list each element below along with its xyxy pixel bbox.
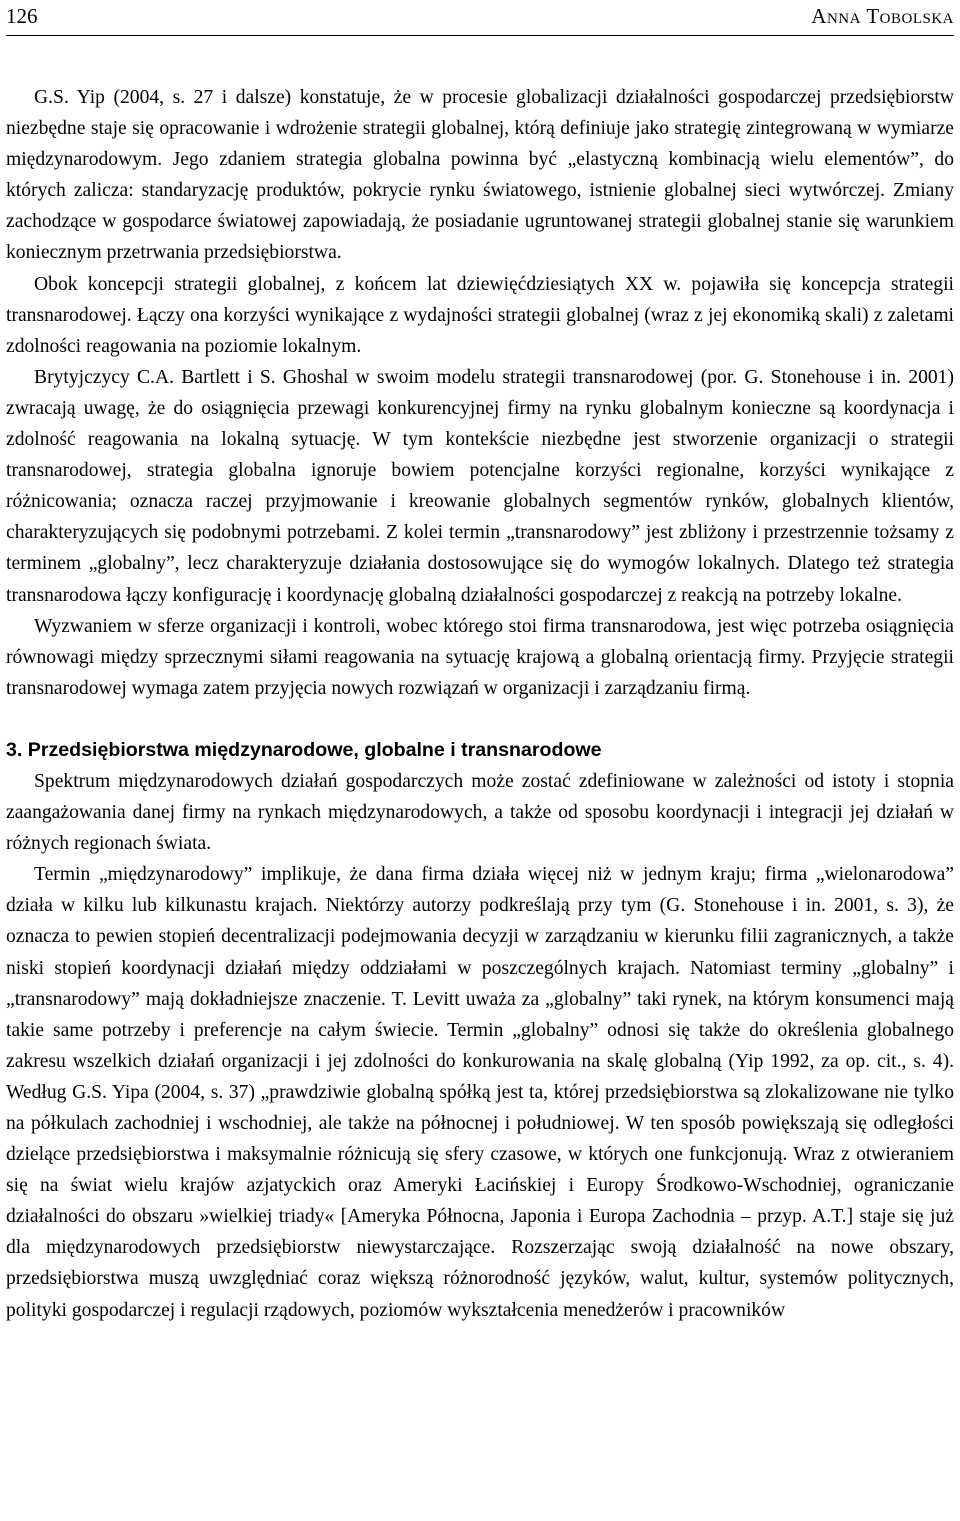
paragraph: Wyzwaniem w sferze organizacji i kontroli, wobec którego stoi firma transnarodowa, jest więc potrzeba osiągnięcia równowagi między sprzecznymi siłami reagowania na sytuację krajową a globalną orientacją firmy. Przyjęcie strategii transnarodowej wymaga zatem przyjęcia nowych rozwiązań w organizacji i zarządzaniu firmą. [6,615,954,699]
paragraph: Termin „międzynarodowy” implikuje, że dana firma działa więcej niż w jednym kraju; firma „wielonarodowa” działa w kilku lub kilkunastu krajach. Niektórzy autorzy podkreślają przy tym (G. Stonehouse i in. 2001, s. 3), że oznacza to pewien stopień decentralizacji podejmowania decyzji w zarządzaniu w kierunku filii zagranicznych, a także niski stopień koordynacji działań między oddziałami w poszczególnych krajach. Natomiast terminy „globalny” i „transnarodowy” mają dokładniejsze znaczenie. T. Levitt uważa za „globalny” taki rynek, na którym konsumenci mają takie same potrzeby i preferencje na całym świecie. Termin „globalny” odnosi się także do określenia globalnego zakresu wszelkich działań organizacji i jej zdolności do konkurowania na skalę globalną (Yip 1992, za op. cit., s. 4). Według G.S. Yipa (2004, s. 37) „prawdziwie globalną spółką jest ta, której przedsiębiorstwa są zlokalizowane nie tylko na półkulach zachodniej i wschodniej, ale także na północnej i południowej. W ten sposób powiększają się odległości dzielące przedsiębiorstwa i maksymalnie różnicują się sfery czasowe, w których one funkcjonują. Wraz z otwieraniem się na świat wielu krajów azjatyckich oraz Ameryki Łacińskiej i Europy Środkowo-Wschodniej, ograniczanie działalności do obszaru »wielkiej triady« [Ameryka Północna, Japonia i Europa Zachodnia – przyp. A.T.] staje się już dla międzynarodowych przedsiębiorstw niewystarczające. Rozszerzając swoją działalność na nowe obszary, przedsiębiorstwa muszą uwzględniać coraz większą różnorodność języków, walut, kultur, systemów politycznych, polityki gospodarczej i regulacji rządowych, poziomów wykształcenia menedżerów i pracowników [6,864,954,1321]
header-rule [6,35,954,36]
page-number: 126 [6,4,38,28]
paragraph: Brytyjczycy C.A. Bartlett i S. Ghoshal w swoim modelu strategii transnarodowej (por. G. Stonehouse i in. 2001) zwracają uwagę, że do osiągnięcia przewagi konkurencyjnej firmy na rynku globalnym konieczne są koordynacja i zdolność reagowania na lokalną sytuację. W tym kontekście niezbędne jest stworzenie organizacji o strategii transnarodowej, strategia globalna ignoruje bowiem potencjalne korzyści regionalne, korzyści wynikające z różnicowania; oznacza raczej przyjmowanie i kreowanie globalnych segmentów rynków, globalnych klientów, charakteryzujących się podobnymi potrzebami. Z kolei termin „transnarodowy” jest zbliżony i przestrzennie tożsamy z terminem „globalny”, lecz charakteryzuje działania dostosowujące się do wymogów lokalnych. Dlatego też strategia transnarodowa łączy konfigurację i koordynację globalną działalności gospodarczej z reakcją na potrzeby lokalne. [6,366,954,606]
section-spacer [6,704,954,735]
document-page [6,0,954,1321]
paragraph: Spektrum międzynarodowych działań gospodarczych może zostać zdefiniowane w zależności od istoty i stopnia zaangażowania danej firmy na rynkach międzynarodowych, a także od sposobu koordynacji i integracji jej działań w różnych regionach świata. [6,770,954,855]
paragraph: G.S. Yip (2004, s. 27 i dalsze) konstatuje, że w procesie globalizacji działalności gospodarczej przedsiębiorstw niezbędne staje się opracowanie i wdrożenie strategii globalnej, którą definiuje jako strategię zintegrowaną w wymiarze międzynarodowym. Jego zdaniem strategia globalna powinna być „elastyczną kombinacją wielu elementów”, do których zalicza: standaryzację produktów, pokrycie rynku światowego, istnienie globalnej sieci wytwórczej. Zmiany zachodzące w gospodarce światowej zapowiadają, że posiadanie ugruntowanej strategii globalnej stanie się warunkiem koniecznym przetrwania przedsiębiorstwa. [6,87,954,264]
page-header [6,0,954,40]
running-head-author: Anna Tobolska [811,4,954,28]
paragraph: Obok koncepcji strategii globalnej, z końcem lat dziewięćdziesiątych XX w. pojawiła się koncepcja strategii transnarodowej. Łączy ona korzyści wynikające z wydajności strategii globalnej (wraz z jej ekonomiką skali) z zaletami zdolności reagowania na poziomie lokalnym. [6,273,954,357]
section-heading: 3. Przedsiębiorstwa międzynarodowe, globalne i transnarodowe [6,738,602,761]
body-text [6,82,954,1326]
